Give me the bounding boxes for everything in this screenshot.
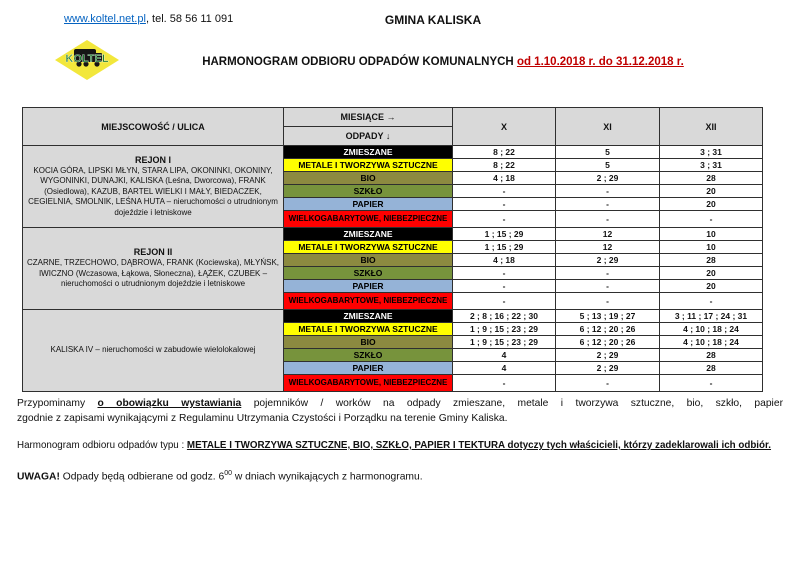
waste-type-bio: BIO	[284, 336, 453, 349]
schedule-cell: -	[453, 280, 556, 293]
schedule-cell: -	[453, 267, 556, 280]
schedule-cell: 3 ; 11 ; 17 ; 24 ; 31	[660, 310, 763, 323]
region-description: KOCIA GÓRA, LIPSKI MŁYN, STARA LIPA, OKONINKI, OKONINY, WYGONINKI, DUNAJKI, KALISKA (Leśna, Dworcowa), FRANK (Osiedlowa), KAZUB, BARTEL WIELKI I MAŁY, BIEDACZEK, CEGIELNIA, SMOLNIK, LEŚNA HUTA – nieruchomości o utrudnionym dojeździe i letniskowe	[28, 165, 278, 217]
schedule-cell: -	[453, 198, 556, 211]
region-description: KALISKA IV – nieruchomości w zabudowie wielolokalowej	[50, 345, 256, 355]
waste-type-metale: METALE I TWORZYWA SZTUCZNE	[284, 159, 453, 172]
schedule-cell: 8 ; 22	[453, 159, 556, 172]
schedule-cell: -	[556, 185, 660, 198]
schedule-cell: 2 ; 29	[556, 349, 660, 362]
schedule-cell: 4 ; 18	[453, 254, 556, 267]
month-header-xii: XII	[660, 108, 763, 146]
schedule-cell: 2 ; 29	[556, 362, 660, 375]
region-title: REJON II	[133, 247, 173, 258]
footer-notes	[17, 396, 783, 484]
document-title: HARMONOGRAM ODBIORU ODPADÓW KOMUNALNYCH od 1.10.2018 r. do 31.12.2018 r.	[202, 56, 684, 68]
schedule-cell: -	[556, 267, 660, 280]
schedule-cell: 20	[660, 267, 763, 280]
schedule-cell: 2 ; 29	[556, 254, 660, 267]
schedule-cell: 20	[660, 280, 763, 293]
schedule-cell: -	[660, 211, 763, 228]
schedule-cell: -	[453, 211, 556, 228]
waste-type-zmieszane: ZMIESZANE	[284, 228, 453, 241]
waste-type-wielkogabarytowe: WIELKOGABARYTOWE, NIEBEZPIECZNE	[284, 375, 453, 392]
schedule-cell: 28	[660, 254, 763, 267]
declaration-paragraph: Harmonogram odbioru odpadów typu : METALE I TWORZYWA SZTUCZNE, BIO, SZKŁO, PAPIER I TEKTURA dotyczy tych właścicieli, którzy zadeklarowali ich odbiór.	[17, 440, 772, 451]
schedule-cell: 28	[660, 362, 763, 375]
waste-arrow-label: ODPADY ↓	[284, 127, 453, 146]
schedule-cell: 6 ; 12 ; 20 ; 26	[556, 336, 660, 349]
schedule-cell: -	[660, 375, 763, 392]
schedule-cell: 4	[453, 362, 556, 375]
waste-type-szklo: SZKŁO	[284, 267, 453, 280]
region-title: REJON I	[134, 154, 171, 165]
schedule-cell: 1 ; 15 ; 29	[453, 241, 556, 254]
waste-type-papier: PAPIER	[284, 362, 453, 375]
phone-text: , tel. 58 56 11 091	[145, 13, 234, 25]
waste-type-szklo: SZKŁO	[284, 349, 453, 362]
org-title: GMINA KALISKA	[384, 13, 482, 27]
schedule-cell: 5	[556, 146, 660, 159]
schedule-cell: -	[453, 293, 556, 310]
waste-type-papier: PAPIER	[284, 198, 453, 211]
schedule-cell: -	[660, 293, 763, 310]
koltel-logo-text: KOLTEL	[65, 53, 109, 65]
waste-type-bio: BIO	[284, 172, 453, 185]
schedule-cell: 20	[660, 185, 763, 198]
schedule-cell: -	[556, 211, 660, 228]
col-header-miejscowosc: MIEJSCOWOŚĆ / ULICA	[23, 108, 284, 146]
waste-type-szklo: SZKŁO	[284, 185, 453, 198]
schedule-cell: 10	[660, 241, 763, 254]
schedule-cell: -	[556, 280, 660, 293]
schedule-cell: -	[556, 375, 660, 392]
schedule-cell: 4 ; 10 ; 18 ; 24	[660, 323, 763, 336]
schedule-cell: 12	[556, 241, 660, 254]
schedule-table	[22, 107, 763, 392]
waste-type-papier: PAPIER	[284, 280, 453, 293]
schedule-cell: 28	[660, 172, 763, 185]
schedule-cell: 20	[660, 198, 763, 211]
schedule-cell: 2 ; 29	[556, 172, 660, 185]
schedule-cell: 4 ; 18	[453, 172, 556, 185]
schedule-cell: 8 ; 22	[453, 146, 556, 159]
region-cell-rejon-2	[23, 228, 284, 310]
waste-type-wielkogabarytowe: WIELKOGABARYTOWE, NIEBEZPIECZNE	[284, 211, 453, 228]
waste-type-zmieszane: ZMIESZANE	[284, 146, 453, 159]
waste-type-metale: METALE I TWORZYWA SZTUCZNE	[284, 241, 453, 254]
schedule-cell: 1 ; 15 ; 29	[453, 228, 556, 241]
reminder-paragraph-line1: Przypominamy o obowiązku wystawiania pojemników / worków na odpady zmieszane, metale i tworzywa sztuczne, bio, szkło, papier	[17, 398, 783, 409]
reminder-paragraph-line2: zgodnie z zapisami wynikającymi z Regulaminu Utrzymania Czystości i Porządku na terenie Gminy Kaliska.	[17, 413, 508, 424]
schedule-cell: 10	[660, 228, 763, 241]
koltel-logo-icon	[55, 40, 119, 80]
schedule-cell: 3 ; 31	[660, 146, 763, 159]
months-arrow-label: MIESIĄCE →	[284, 108, 453, 127]
schedule-cell: 28	[660, 349, 763, 362]
schedule-cell: 2 ; 8 ; 16 ; 22 ; 30	[453, 310, 556, 323]
month-header-x: X	[453, 108, 556, 146]
contact-line	[64, 13, 233, 25]
schedule-cell: 4 ; 10 ; 18 ; 24	[660, 336, 763, 349]
schedule-cell: 5 ; 13 ; 19 ; 27	[556, 310, 660, 323]
month-header-xi: XI	[556, 108, 660, 146]
schedule-cell: 3 ; 31	[660, 159, 763, 172]
region-cell-kaliska-4	[23, 310, 284, 392]
schedule-cell: 1 ; 9 ; 15 ; 23 ; 29	[453, 336, 556, 349]
schedule-cell: -	[556, 293, 660, 310]
koltel-website-link[interactable]: www.koltel.net.pl	[64, 13, 146, 25]
schedule-cell: 4	[453, 349, 556, 362]
schedule-cell: -	[453, 375, 556, 392]
schedule-cell: -	[453, 185, 556, 198]
region-cell-rejon-1	[23, 146, 284, 228]
waste-type-bio: BIO	[284, 254, 453, 267]
uwaga-paragraph: UWAGA! Odpady będą odbierane od godz. $6^{00}$ w dniach wynikających z harmonogramu.	[17, 470, 423, 483]
schedule-cell: -	[556, 198, 660, 211]
schedule-cell: 12	[556, 228, 660, 241]
waste-type-zmieszane: ZMIESZANE	[284, 310, 453, 323]
schedule-cell: 6 ; 12 ; 20 ; 26	[556, 323, 660, 336]
waste-type-wielkogabarytowe: WIELKOGABARYTOWE, NIEBEZPIECZNE	[284, 293, 453, 310]
waste-type-metale: METALE I TWORZYWA SZTUCZNE	[284, 323, 453, 336]
schedule-cell: 5	[556, 159, 660, 172]
region-description: CZARNE, TRZECHOWO, DĄBROWA, FRANK (Kociewska), MŁYŃSK, IWICZNO (Wczasowa, Łąkowa, Słoneczna), ŁĄŻEK, CZUBEK – nieruchomości o utrudnionym dojeździe i letniskowe	[26, 258, 280, 289]
schedule-cell: 1 ; 9 ; 15 ; 23 ; 29	[453, 323, 556, 336]
